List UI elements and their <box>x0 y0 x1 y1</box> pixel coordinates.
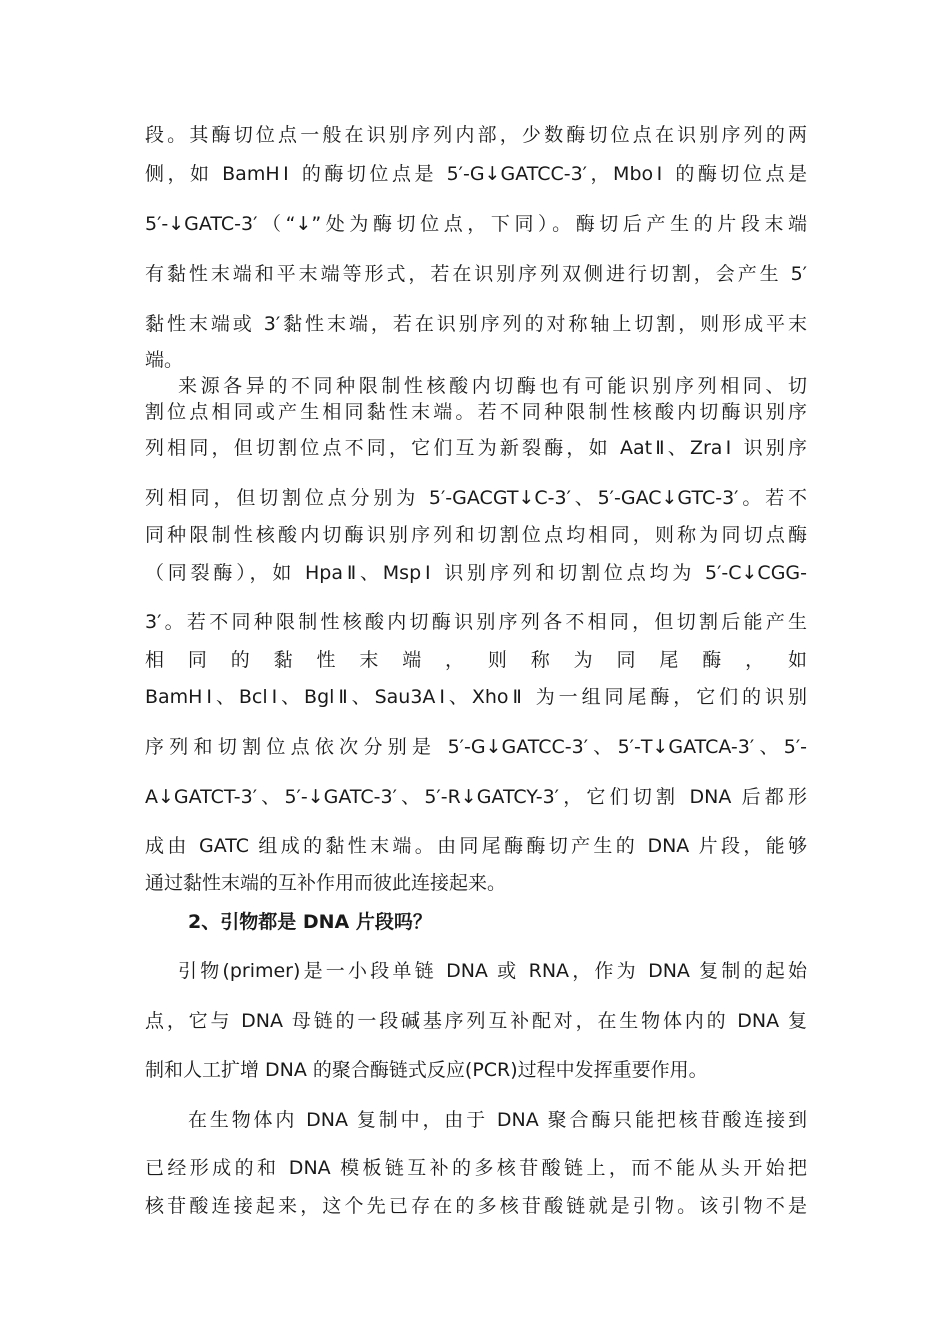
text-line: 制和人工扩增 DNA 的聚合酶链式反应(PCR)过程中发挥重要作用。 <box>145 1059 708 1081</box>
text-line: 割位点相同或产生相同黏性末端。若不同种限制性核酸内切酶识别序 <box>145 401 807 423</box>
text-line: 点，它与 DNA 母链的一段碱基序列互补配对，在生物体内的 DNA 复 <box>145 1010 807 1032</box>
section-heading: 2、引物都是 DNA 片段吗？ <box>188 911 432 933</box>
text-line: 成由 GATC 组成的黏性末端。由同尾酶酶切产生的 DNA 片段，能够 <box>145 835 807 857</box>
text-line: （同裂酶），如 HpaⅡ、MspⅠ 识别序列和切割位点均为 5′-C↓CGG- <box>145 562 807 584</box>
text-line: 列相同，但切割位点分别为 5′-GACGT↓C-3′、5′-GAC↓GTC-3′。若不 <box>145 487 807 509</box>
text-line: 黏性末端或 3′黏性末端，若在识别序列的对称轴上切割，则形成平末 <box>145 313 807 335</box>
text-line: A↓GATCT-3′、5′-↓GATC-3′、5′-R↓GATCY-3′，它们切割 DNA 后都形 <box>145 786 807 808</box>
text-line: 3′。若不同种限制性核酸内切酶识别序列各不相同，但切割后能产生 <box>145 611 807 633</box>
text-line: 段。其酶切位点一般在识别序列内部，少数酶切位点在识别序列的两 <box>145 124 807 146</box>
text-line: 已经形成的和 DNA 模板链互补的多核苷酸链上，而不能从头开始把 <box>145 1157 807 1179</box>
text-line: BamHⅠ、BclⅠ、BglⅡ、Sau3AⅠ、XhoⅡ 为一组同尾酶，它们的识别 <box>145 686 807 708</box>
text-line: 列相同，但切割位点不同，它们互为新裂酶，如 AatⅡ、ZraⅠ 识别序 <box>145 437 807 459</box>
paragraph-first-line: 来源各异的不同种限制性核酸内切酶也有可能识别序列相同、切 <box>178 375 807 397</box>
text-line: 端。 <box>145 349 184 371</box>
text-line: 序列和切割位点依次分别是 5′-G↓GATCC-3′、5′-T↓GATCA-3′、5′- <box>145 736 807 758</box>
text-line: 通过黏性末端的互补作用而彼此连接起来。 <box>145 872 507 894</box>
paragraph-first-line: 在生物体内 DNA 复制中，由于 DNA 聚合酶只能把核苷酸连接到 <box>188 1109 807 1131</box>
text-line: 同种限制性核酸内切酶识别序列和切割位点均相同，则称为同切点酶 <box>145 524 807 546</box>
paragraph-first-line: 引物(primer)是一小段单链 DNA 或 RNA，作为 DNA 复制的起始 <box>178 960 807 982</box>
text-line: 相 同 的 黏 性 末 端 ， 则 称 为 同 尾 酶 ， 如 <box>145 649 807 671</box>
text-line: 有黏性末端和平末端等形式，若在识别序列双侧进行切割，会产生 5′ <box>145 263 807 285</box>
text-line: 侧，如 BamHⅠ 的酶切位点是 5′-G↓GATCC-3′，MboⅠ 的酶切位点是 <box>145 163 807 185</box>
text-line: 核苷酸连接起来，这个先已存在的多核苷酸链就是引物。该引物不是 <box>145 1195 807 1217</box>
text-line: 5′-↓GATC-3′（“↓”处为酶切位点，下同）。酶切后产生的片段末端 <box>145 213 807 235</box>
